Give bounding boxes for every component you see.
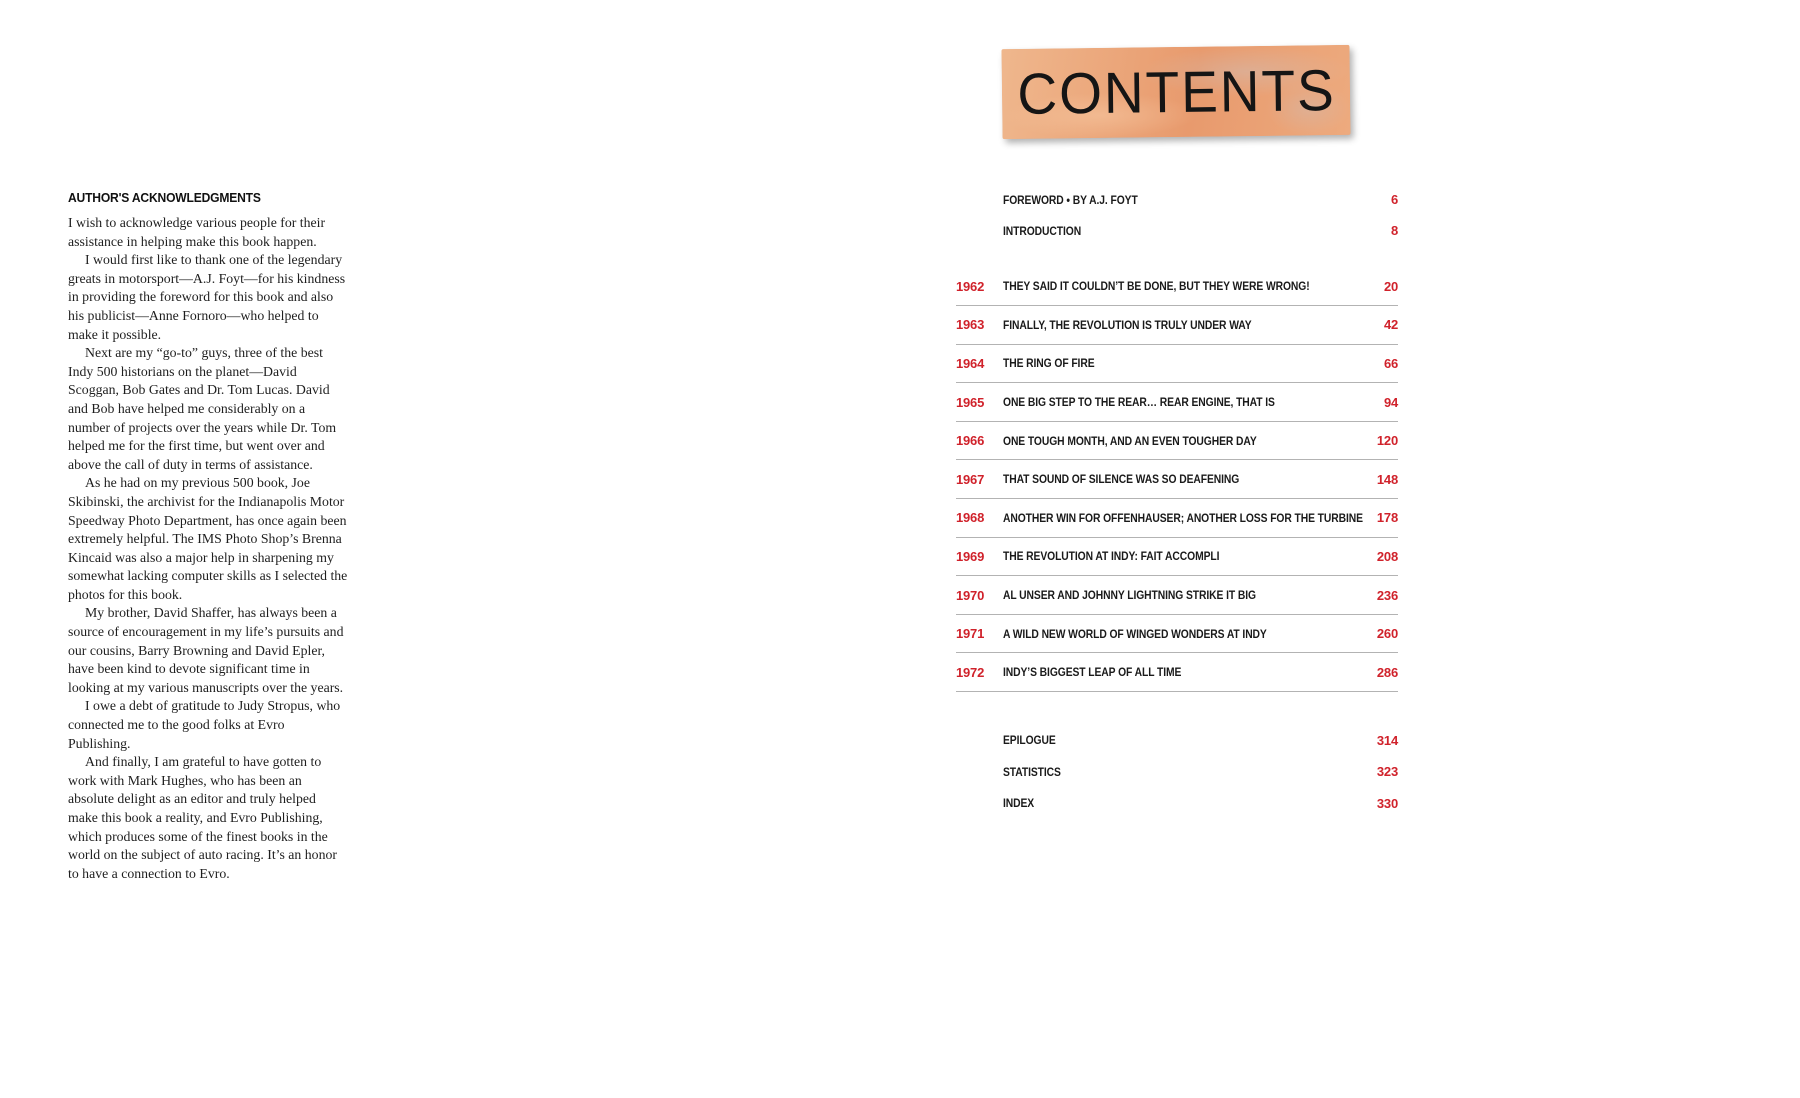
toc-chapter-title: THAT SOUND OF SILENCE WAS SO DEAFENING [1003, 472, 1240, 487]
toc-chapter-row [956, 653, 1398, 692]
toc-spacer [956, 246, 1398, 268]
toc-page-number: 286 [1376, 664, 1398, 680]
toc-chapter-row [956, 538, 1398, 577]
toc-chapter-row [956, 460, 1398, 499]
toc-front-row [956, 215, 1398, 246]
acknowledgments-paragraph: I owe a debt of gratitude to Judy Stropus, who connected me to the good folks at Evro Publishing. [68, 698, 341, 751]
toc-chapter-title: ONE BIG STEP TO THE REAR… REAR ENGINE, THAT IS [1003, 395, 1275, 410]
toc-page-number: 260 [1376, 626, 1398, 642]
toc-title: FOREWORD • BY A.J. FOYT [1003, 192, 1138, 207]
toc-page-number: 148 [1376, 471, 1398, 487]
toc-chapter-row [956, 306, 1398, 345]
toc-year: 1971 [956, 626, 985, 642]
toc-chapter-row [956, 576, 1398, 615]
toc-page-number: 178 [1376, 510, 1398, 526]
toc-title: STATISTICS [1003, 764, 1061, 779]
toc-page-number: 330 [1376, 795, 1398, 811]
toc-back-row [956, 756, 1398, 787]
toc-chapter-title: THEY SAID IT COULDN’T BE DONE, BUT THEY WERE WRONG! [1003, 279, 1310, 294]
toc-chapter-title: THE RING OF FIRE [1003, 356, 1095, 371]
toc-year: 1965 [956, 394, 985, 410]
toc-chapter-row [956, 499, 1398, 538]
toc-page-number: 8 [1390, 223, 1398, 238]
toc-chapter-title: INDY’S BIGGEST LEAP OF ALL TIME [1003, 665, 1182, 680]
toc-front-row [956, 184, 1398, 215]
acknowledgments-paragraph: I wish to acknowledge various people for their assistance in helping make this book happen. [68, 215, 326, 249]
contents-title: CONTENTS [1016, 57, 1336, 127]
acknowledgments-paragraph: Next are my “go-to” guys, three of the best Indy 500 historians on the planet—David Scoggan, Bob Gates and Dr. Tom Lucas. David and Bob have helped me considerably on a number of projects over the years while Dr. Tom helped me for the first time, but went over and above the call of duty in terms of assistance. [68, 345, 337, 472]
toc-chapter-title: FINALLY, THE REVOLUTION IS TRULY UNDER WAY [1003, 317, 1252, 332]
toc-year: 1967 [956, 471, 985, 487]
toc-page-number: 323 [1376, 764, 1398, 780]
toc-year: 1968 [956, 510, 985, 526]
toc-page-number: 314 [1376, 732, 1398, 748]
toc-page-number: 120 [1376, 433, 1398, 449]
acknowledgments-paragraph: As he had on my previous 500 book, Joe Skibinski, the archivist for the Indianapolis Motor Speedway Photo Department, has once again been extremely helpful. The IMS Photo Shop’s Brenna Kincaid was also a major help in sharpening my somewhat lacking computer skills as I selected the photos for this book. [68, 475, 348, 602]
toc-year: 1963 [956, 317, 985, 333]
acknowledgments-body [68, 214, 348, 883]
toc-year: 1972 [956, 664, 985, 680]
toc-chapter-row [956, 615, 1398, 654]
toc-year: 1969 [956, 548, 985, 564]
acknowledgments-paragraph: I would first like to thank one of the legendary greats in motorsport—A.J. Foyt—for his kindness in providing the foreword for this book and also his publicist—Anne Fornoro—who helped to make it possible. [68, 252, 346, 342]
toc-title: EPILOGUE [1003, 733, 1056, 748]
toc-page-number: 94 [1383, 394, 1398, 410]
contents-banner [1001, 45, 1350, 139]
toc-back-row [956, 725, 1398, 756]
toc-chapter-title: A WILD NEW WORLD OF WINGED WONDERS AT INDY [1003, 626, 1267, 641]
table-of-contents [956, 184, 1398, 819]
toc-page-number: 236 [1376, 587, 1398, 603]
acknowledgments-paragraph: My brother, David Shaffer, has always been a source of encouragement in my life’s pursuits and our cousins, Barry Browning and David Epler, have been kind to devote significant time in looking at my various manuscripts over the years. [68, 605, 344, 695]
toc-year: 1962 [956, 278, 985, 294]
toc-chapter-row [956, 345, 1398, 384]
toc-year: 1964 [956, 355, 985, 371]
toc-back-row [956, 787, 1398, 818]
toc-chapter-title: ANOTHER WIN FOR OFFENHAUSER; ANOTHER LOSS FOR THE TURBINE [1003, 510, 1363, 525]
toc-spacer [956, 692, 1398, 725]
toc-chapter-title: ONE TOUGH MONTH, AND AN EVEN TOUGHER DAY [1003, 433, 1257, 448]
toc-page-number: 66 [1383, 355, 1398, 371]
toc-page-number: 208 [1376, 548, 1398, 564]
toc-page-number: 42 [1383, 317, 1398, 333]
toc-page-number: 6 [1390, 192, 1398, 207]
toc-chapter-title: THE REVOLUTION AT INDY: FAIT ACCOMPLI [1003, 549, 1220, 564]
toc-chapter-row [956, 383, 1398, 422]
toc-year: 1966 [956, 433, 985, 449]
toc-page-number: 20 [1383, 278, 1398, 294]
toc-chapter-row [956, 268, 1398, 307]
acknowledgments-heading: AUTHOR'S ACKNOWLEDGMENTS [68, 190, 261, 205]
toc-chapter-row [956, 422, 1398, 461]
toc-title: INTRODUCTION [1003, 223, 1082, 238]
toc-year: 1970 [956, 587, 985, 603]
toc-chapter-title: AL UNSER AND JOHNNY LIGHTNING STRIKE IT BIG [1003, 588, 1256, 603]
acknowledgments-paragraph: And finally, I am grateful to have gotten to work with Mark Hughes, who has been an absolute delight as an editor and truly helped make this book a reality, and Evro Publishing, which produces some of the finest books in the world on the subject of auto racing. It’s an honor to have a connection to Evro. [68, 754, 337, 881]
acknowledgments-page [68, 190, 348, 883]
toc-title: INDEX [1003, 796, 1035, 810]
